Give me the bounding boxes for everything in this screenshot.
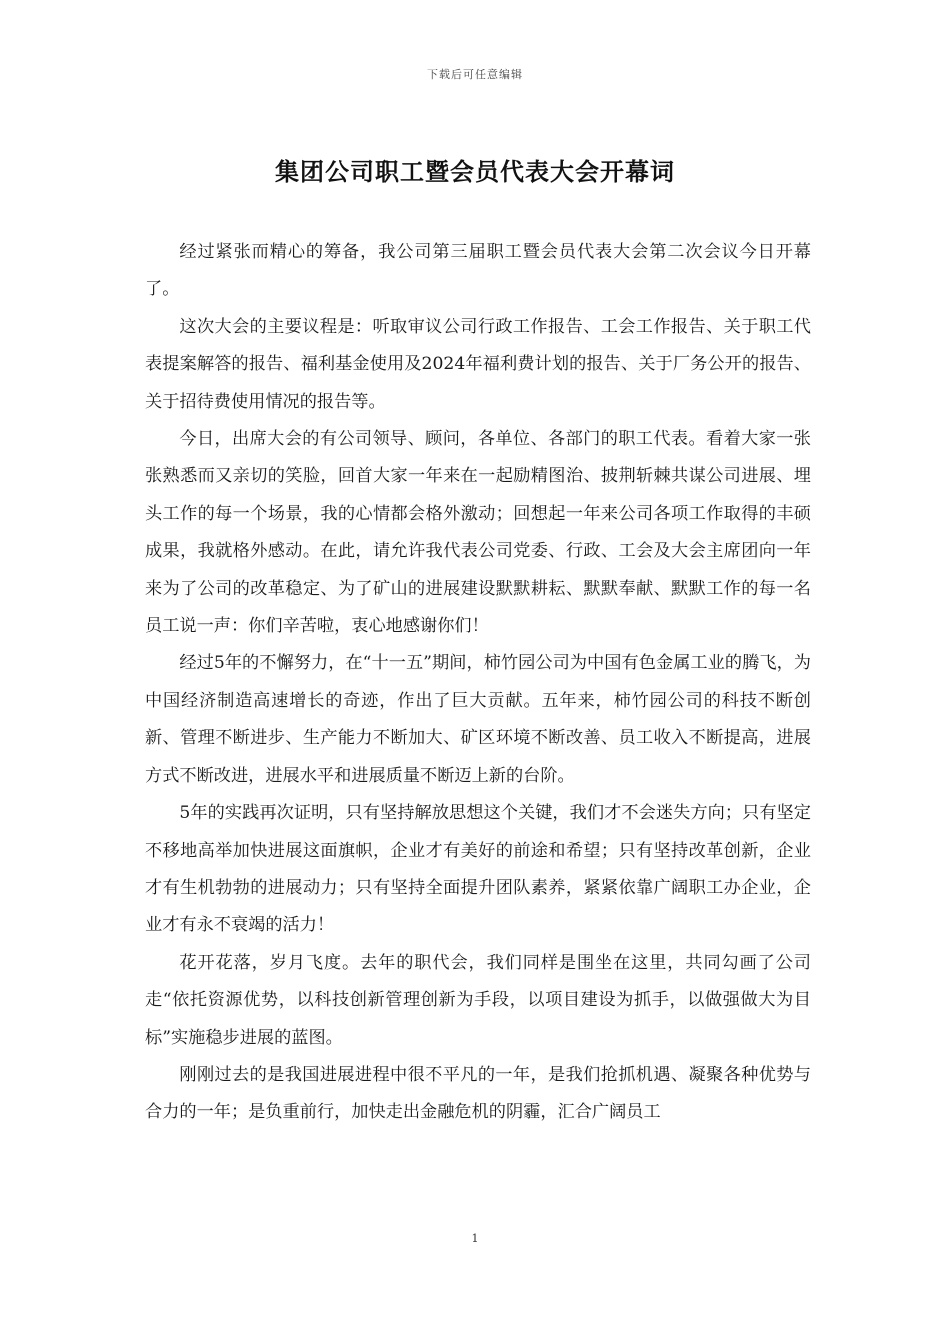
paragraph-2: 这次大会的主要议程是：听取审议公司行政工作报告、工会工作报告、关于职工代表提案解答的报告、福利基金使用及2024年福利费计划的报告、关于厂务公开的报告、关于招待费使用情况的报告等。 [145, 316, 811, 412]
document-body [145, 234, 811, 1132]
paragraph-1: 经过紧张而精心的筹备，我公司第三届职工暨会员代表大会第二次会议今日开幕了。 [145, 242, 811, 300]
paragraph-6: 花开花落，岁月飞度。去年的职代会，我们同样是围坐在这里，共同勾画了公司走“依托资源优势，以科技创新管理创新为手段，以项目建设为抓手，以做强做大为目标”实施稳步进展的蓝图。 [145, 952, 811, 1048]
paragraph-3: 今日，出席大会的有公司领导、顾问，各单位、各部门的职工代表。看着大家一张张熟悉而又亲切的笑脸，回首大家一年来在一起励精图治、披荆斩棘共谋公司进展、埋头工作的每一个场景，我的心情都会格外激动；回想起一年来公司各项工作取得的丰硕成果，我就格外感动。在此，请允许我代表公司党委、行政、工会及大会主席团向一年来为了公司的改革稳定、为了矿山的进展建设默默耕耘、默默奉献、默默工作的每一名员工说一声：你们辛苦啦，衷心地感谢你们！ [145, 429, 811, 637]
paragraph-7: 刚刚过去的是我国进展进程中很不平凡的一年，是我们抢抓机遇、凝聚各种优势与合力的一年；是负重前行，加快走出金融危机的阴霾，汇合广阔员工 [145, 1064, 811, 1123]
page-header: 下载后可任意编辑 [427, 68, 523, 81]
page-number: 1 [471, 1232, 479, 1245]
document-title: 集团公司职工暨会员代表大会开幕词 [275, 157, 675, 186]
paragraph-5: 5年的实践再次证明，只有坚持解放思想这个关键，我们才不会迷失方向；只有坚定不移地高举加快进展这面旗帜，企业才有美好的前途和希望；只有坚持改革创新，企业才有生机勃勃的进展动力；只有坚持全面提升团队素养，紧紧依靠广阔职工办企业，企业才有永不衰竭的活力！ [145, 803, 811, 936]
paragraph-4: 经过5年的不懈努力，在“十一五”期间，柿竹园公司为中国有色金属工业的腾飞，为中国经济制造高速增长的奇迹，作出了巨大贡献。五年来，柿竹园公司的科技不断创新、管理不断进步、生产能力不断加大、矿区环境不断改善、员工收入不断提高，进展方式不断改进，进展水平和进展质量不断迈上新的台阶。 [145, 653, 811, 786]
